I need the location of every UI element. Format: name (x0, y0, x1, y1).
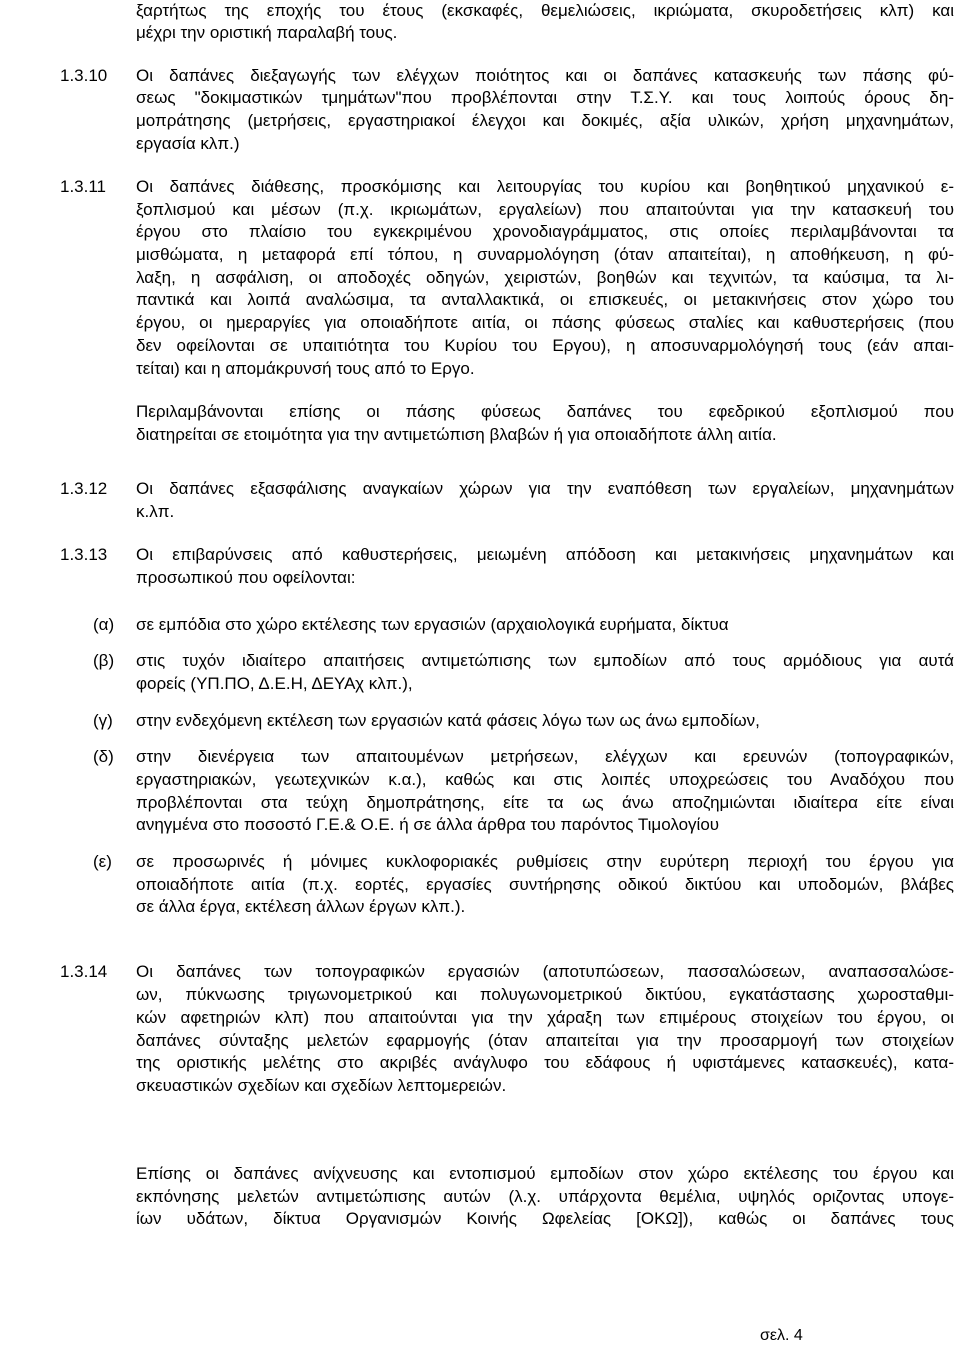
s1314-extra-line-1: Επίσης οι δαπάνες ανίχνευσης και εντοπισμού εμποδίων στον χώρο εκτέλεσης του έργου και (136, 1164, 954, 1183)
s1310-line-1: Οι δαπάνες διεξαγωγής των ελέγχων ποιότητος και οι δαπάνες κατασκευής των πάσης φύ- (136, 66, 954, 85)
item-d-line-4: ανηγμένα στο ποσοστό Γ.Ε.& Ο.Ε. ή σε άλλα άρθρα του παρόντος Τιμολογίου (136, 815, 720, 834)
s1311-line-2: ξοπλισμού και μέσων (π.χ. ικριωμάτων, εργαλείων) που απαιτούνται για την κατασκευή του (136, 200, 954, 219)
s1311-line-5: λαξη, η ασφάλιση, οι αποδοχές οδηγών, χειριστών, βοηθών και τεχνιτών, τα καύσιμα, τα λι- (136, 268, 954, 287)
section-number-1-3-14: 1.3.14 (60, 962, 108, 981)
item-e-line-1: σε προσωρινές ή μόνιμες κυκλοφοριακές ρυθμίσεις στην ευρύτερη περιοχή του έργου για (136, 852, 954, 871)
s1310-line-3: μοπράτησης (μετρήσεις, εργαστηριακοί έλεγχοι και δοκιμές, αξία υλικών, χρήση μηχανημάτων, (136, 111, 954, 130)
item-d-line-3: προβλέπονται στα τεύχη δημοπράτησης, είτε τα ως άνω αποζημιώνται ιδιαίτερα είτε είναι (136, 793, 954, 812)
item-marker-a: (α) (93, 615, 115, 634)
s1311-line-7: έργου, οι ημεραργίες για οποιαδήποτε αιτία, οι πάσης φύσεως σταλίες και καθυστερήσεις (που (136, 313, 954, 332)
s1310-line-4: εργασία κλπ.) (136, 134, 240, 153)
s1314-line-5: της οριστικής μελέτης στο ακριβές ανάγλυφο του εδάφους ή υφιστάμενες κατασκευές), κατα- (136, 1053, 954, 1072)
s1314-line-2: ων, πύκνωσης τριγωνομετρικού και πολυγωνομετρικού δικτύου, εγκατάστασης χωροσταθμι- (136, 985, 954, 1004)
s1311-line-9: τείται) και η απομάκρυνσή τους από το Εργο. (136, 359, 475, 378)
s1311-line-1: Οι δαπάνες διάθεσης, προσκόμισης και λειτουργίας του κυρίου και βοηθητικού μηχανικού ε- (136, 177, 954, 196)
item-e-line-3: σε άλλα έργα, εκτέλεση άλλων έργων κλπ.). (136, 897, 466, 916)
section-number-1-3-10: 1.3.10 (60, 66, 108, 85)
section-number-1-3-12: 1.3.12 (60, 479, 108, 498)
s1311-extra-line-2: διατηρείται σε ετοιμότητα για την αντιμετώπιση βλαβών ή για οποιαδήποτε άλλη αιτία. (136, 425, 777, 444)
item-a-line-1: σε εμπόδια στο χώρο εκτέλεσης των εργασιών (αρχαιολογικά ευρήματα, δίκτυα (136, 615, 729, 634)
section-number-1-3-13: 1.3.13 (60, 545, 108, 564)
page-number: σελ. 4 (760, 1327, 803, 1344)
s1311-line-3: έργου στο πλαίσιο του εγκεκριμένου χρονοδιαγράμματος, στις οποίες περιλαμβάνονται τα (136, 222, 954, 241)
item-d-line-1: στην διενέργεια των απαιτουμένων μετρήσεων, ελέγχων και ερευνών (τοπογραφικών, (136, 747, 954, 766)
item-marker-b: (β) (93, 651, 115, 670)
s1310-line-2: σεως "δοκιμαστικών τμημάτων"που προβλέπονται στην Τ.Σ.Υ. και τους λοιπούς όρους δη- (136, 88, 954, 107)
s1311-line-6: παντικά και λοιπά αναλώσιμα, τα ανταλλακτικά, οι επισκευές, οι μετακινήσεις στον χώρο του (136, 290, 954, 309)
item-marker-c: (γ) (93, 711, 113, 730)
s1314-extra-line-3: ίων υδάτων, δίκτυα Οργανισμών Κοινής Ωφελείας [ΟΚΩ]), καθώς οι δαπάνες τους (136, 1209, 954, 1228)
item-b-line-1: στις τυχόν ιδιαίτερο απαιτήσεις αντιμετώπισης των εμποδίων από τους αρμόδιους για αυτά (136, 651, 954, 670)
intro-line-1: ξαρτήτως της εποχής του έτους (εκσκαφές, θεμελιώσεις, ικριώματα, σκυροδετήσεις κλπ) και (136, 1, 954, 20)
item-marker-e: (ε) (93, 852, 112, 871)
item-e-line-2: οποιαδήποτε αιτία (π.χ. εορτές, εργασίες συντήρησης οδικού δικτύου και υποδομών, βλάβες (136, 875, 954, 894)
item-c-line-1: στην ενδεχόμενη εκτέλεση των εργασιών κατά φάσεις λόγω των ως άνω εμποδίων, (136, 711, 760, 730)
section-number-1-3-11: 1.3.11 (60, 177, 107, 196)
s1314-line-3: κών αφετηριών κλπ) που απαιτούνται για την χάραξη των επιμέρους στοιχείων του έργου, οι (136, 1008, 954, 1027)
item-b-line-2: φορείς (ΥΠ.ΠΟ, Δ.Ε.Η, ΔΕΥΑχ κλπ.), (136, 674, 413, 693)
s1311-extra-line-1: Περιλαμβάνονται επίσης οι πάσης φύσεως δαπάνες του εφεδρικού εξοπλισμού που (136, 402, 954, 421)
s1314-extra-line-2: εκπόνησης μελετών αντιμετώπισης αυτών (λ.χ. υπάρχοντα θεμέλια, υψηλός οριζοντας υπογε- (136, 1187, 954, 1206)
s1314-line-4: δαπάνες σύνταξης μελετών εφαρμογής (όταν απαιτείται για την προσαρμογή των στοιχείων (136, 1031, 954, 1050)
s1314-line-1: Οι δαπάνες των τοπογραφικών εργασιών (αποτυπώσεων, πασσαλώσεων, αναπασσαλώσε- (136, 962, 954, 981)
s1311-line-8: δεν οφείλονται σε υπαιτιότητα του Κυρίου του Εργου), η αποσυναρμολόγησή τους (εάν απαι- (136, 336, 954, 355)
item-d-line-2: εργαστηριακών, γεωτεχνικών κ.α.), καθώς και στις λοιπές υποχρεώσεις του Αναδόχου που (136, 770, 954, 789)
s1312-line-1: Οι δαπάνες εξασφάλισης αναγκαίων χώρων για την εναπόθεση των εργαλείων, μηχανημάτων (136, 479, 954, 498)
s1314-line-6: σκευαστικών σχεδίων και σχεδίων λεπτομερειών. (136, 1076, 507, 1095)
s1311-line-4: μισθώματα, η μεταφορά επί τόπου, η συναρμολόγηση (όταν απαιτείται), η αποθήκευση, η φύ- (136, 245, 954, 264)
s1313-line-2: προσωπικού που οφείλονται: (136, 568, 356, 587)
item-marker-d: (δ) (93, 747, 114, 766)
s1313-line-1: Οι επιβαρύνσεις από καθυστερήσεις, μειωμένη απόδοση και μετακινήσεις μηχανημάτων και (136, 545, 954, 564)
s1312-line-2: κ.λπ. (136, 502, 175, 521)
intro-line-2: μέχρι την οριστική παραλαβή τους. (136, 23, 398, 42)
